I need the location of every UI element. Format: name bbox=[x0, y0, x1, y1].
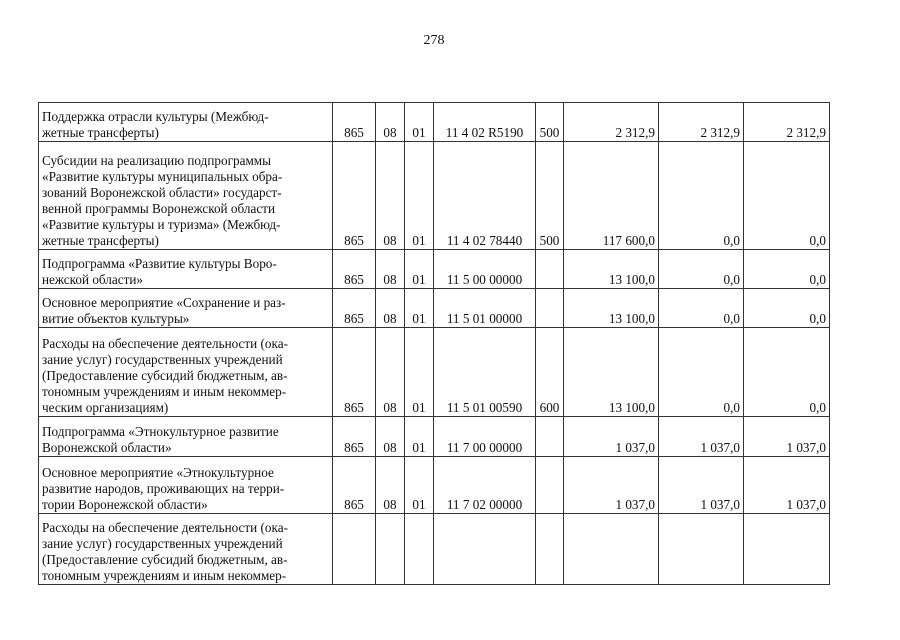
budget-target-article-cell: 11 5 01 00590 bbox=[434, 328, 536, 417]
budget-item-name-line: нежской области» bbox=[42, 272, 143, 287]
budget-section-cell: 08 bbox=[376, 250, 405, 289]
budget-sum-year3-cell bbox=[744, 514, 830, 585]
budget-item-name-line: развитие народов, проживающих на терри- bbox=[42, 481, 285, 496]
budget-expense-type-cell bbox=[536, 289, 564, 328]
budget-sum-year2-cell: 0,0 bbox=[659, 328, 744, 417]
budget-grbs-cell bbox=[333, 514, 376, 585]
budget-item-name-line: жетные трансферты) bbox=[42, 125, 159, 140]
budget-grbs-cell: 865 bbox=[333, 289, 376, 328]
budget-item-name-line: Расходы на обеспечение деятельности (ока- bbox=[42, 336, 288, 351]
budget-expense-type-cell bbox=[536, 457, 564, 514]
budget-grbs-cell: 865 bbox=[333, 103, 376, 142]
budget-item-name-line: Основное мероприятие «Этнокультурное bbox=[42, 465, 274, 480]
table-row bbox=[39, 250, 830, 289]
budget-sum-year3-cell: 0,0 bbox=[744, 250, 830, 289]
budget-section-cell: 08 bbox=[376, 417, 405, 457]
budget-sum-year1-cell: 13 100,0 bbox=[564, 289, 659, 328]
budget-section-cell: 08 bbox=[376, 328, 405, 417]
budget-sum-year2-cell: 0,0 bbox=[659, 289, 744, 328]
budget-table bbox=[38, 102, 830, 585]
budget-subsection-cell: 01 bbox=[405, 142, 434, 250]
table-row bbox=[39, 328, 830, 417]
budget-item-name-line: тономным учреждениям и иным некоммер- bbox=[42, 568, 287, 583]
budget-grbs-cell: 865 bbox=[333, 250, 376, 289]
budget-sum-year3-cell: 0,0 bbox=[744, 289, 830, 328]
budget-subsection-cell: 01 bbox=[405, 103, 434, 142]
budget-subsection-cell bbox=[405, 514, 434, 585]
budget-item-name-line: Основное мероприятие «Сохранение и раз- bbox=[42, 295, 286, 310]
budget-item-name-cell bbox=[39, 457, 333, 514]
budget-sum-year1-cell: 117 600,0 bbox=[564, 142, 659, 250]
budget-sum-year1-cell: 2 312,9 bbox=[564, 103, 659, 142]
budget-expense-type-cell: 500 bbox=[536, 103, 564, 142]
budget-sum-year3-cell: 2 312,9 bbox=[744, 103, 830, 142]
budget-target-article-cell: 11 4 02 R5190 bbox=[434, 103, 536, 142]
budget-item-name-cell bbox=[39, 289, 333, 328]
table-row bbox=[39, 514, 830, 585]
budget-sum-year3-cell: 0,0 bbox=[744, 142, 830, 250]
budget-item-name-line: зований Воронежской области» государст- bbox=[42, 185, 282, 200]
budget-sum-year1-cell: 1 037,0 bbox=[564, 417, 659, 457]
budget-item-name-line: Расходы на обеспечение деятельности (ока- bbox=[42, 520, 288, 535]
budget-item-name-cell bbox=[39, 328, 333, 417]
budget-item-name-line: зание услуг) государственных учреждений bbox=[42, 536, 283, 551]
budget-target-article-cell: 11 7 00 00000 bbox=[434, 417, 536, 457]
table-row bbox=[39, 103, 830, 142]
budget-sum-year2-cell bbox=[659, 514, 744, 585]
budget-sum-year2-cell: 1 037,0 bbox=[659, 457, 744, 514]
budget-item-name-line: витие объектов культуры» bbox=[42, 311, 190, 326]
budget-item-name-line: (Предоставление субсидий бюджетным, ав- bbox=[42, 368, 288, 383]
budget-item-name-cell bbox=[39, 103, 333, 142]
budget-grbs-cell: 865 bbox=[333, 142, 376, 250]
budget-sum-year1-cell bbox=[564, 514, 659, 585]
budget-expense-type-cell bbox=[536, 514, 564, 585]
budget-item-name-line: «Развитие культуры и туризма» (Межбюд- bbox=[42, 217, 281, 232]
budget-target-article-cell: 11 5 01 00000 bbox=[434, 289, 536, 328]
budget-target-article-cell: 11 5 00 00000 bbox=[434, 250, 536, 289]
table-row bbox=[39, 142, 830, 250]
budget-item-name-line: тории Воронежской области» bbox=[42, 497, 208, 512]
budget-grbs-cell: 865 bbox=[333, 457, 376, 514]
budget-grbs-cell: 865 bbox=[333, 328, 376, 417]
budget-section-cell: 08 bbox=[376, 142, 405, 250]
page-number: 278 bbox=[423, 33, 445, 48]
budget-section-cell: 08 bbox=[376, 457, 405, 514]
budget-grbs-cell: 865 bbox=[333, 417, 376, 457]
budget-target-article-cell bbox=[434, 514, 536, 585]
budget-section-cell: 08 bbox=[376, 103, 405, 142]
budget-sum-year2-cell: 2 312,9 bbox=[659, 103, 744, 142]
budget-subsection-cell: 01 bbox=[405, 417, 434, 457]
budget-item-name-line: (Предоставление субсидий бюджетным, ав- bbox=[42, 552, 288, 567]
budget-sum-year1-cell: 13 100,0 bbox=[564, 328, 659, 417]
budget-expense-type-cell bbox=[536, 417, 564, 457]
budget-item-name-line: Подпрограмма «Развитие культуры Воро- bbox=[42, 256, 277, 271]
budget-item-name-line: Воронежской области» bbox=[42, 440, 172, 455]
budget-item-name-line: «Развитие культуры муниципальных обра- bbox=[42, 169, 283, 184]
budget-expense-type-cell bbox=[536, 250, 564, 289]
budget-expense-type-cell: 500 bbox=[536, 142, 564, 250]
budget-target-article-cell: 11 7 02 00000 bbox=[434, 457, 536, 514]
budget-item-name-cell bbox=[39, 142, 333, 250]
budget-item-name-line: ческим организациям) bbox=[42, 400, 169, 415]
table-row bbox=[39, 417, 830, 457]
budget-item-name-line: Поддержка отрасли культуры (Межбюд- bbox=[42, 109, 269, 124]
budget-section-cell bbox=[376, 514, 405, 585]
budget-sum-year3-cell: 0,0 bbox=[744, 328, 830, 417]
table-row bbox=[39, 457, 830, 514]
budget-sum-year1-cell: 1 037,0 bbox=[564, 457, 659, 514]
budget-item-name-cell bbox=[39, 514, 333, 585]
budget-item-name-line: зание услуг) государственных учреждений bbox=[42, 352, 283, 367]
budget-subsection-cell: 01 bbox=[405, 289, 434, 328]
budget-item-name-line: Субсидии на реализацию подпрограммы bbox=[42, 153, 272, 168]
table-row bbox=[39, 289, 830, 328]
budget-subsection-cell: 01 bbox=[405, 250, 434, 289]
budget-item-name-line: Подпрограмма «Этнокультурное развитие bbox=[42, 424, 279, 439]
budget-subsection-cell: 01 bbox=[405, 457, 434, 514]
budget-target-article-cell: 11 4 02 78440 bbox=[434, 142, 536, 250]
budget-section-cell: 08 bbox=[376, 289, 405, 328]
budget-item-name-line: тономным учреждениям и иным некоммер- bbox=[42, 384, 287, 399]
budget-sum-year2-cell: 0,0 bbox=[659, 250, 744, 289]
budget-subsection-cell: 01 bbox=[405, 328, 434, 417]
budget-item-name-line: жетные трансферты) bbox=[42, 233, 159, 248]
budget-item-name-cell bbox=[39, 250, 333, 289]
budget-expense-type-cell: 600 bbox=[536, 328, 564, 417]
budget-sum-year2-cell: 0,0 bbox=[659, 142, 744, 250]
budget-sum-year2-cell: 1 037,0 bbox=[659, 417, 744, 457]
budget-sum-year3-cell: 1 037,0 bbox=[744, 417, 830, 457]
budget-item-name-cell bbox=[39, 417, 333, 457]
budget-item-name-line: венной программы Воронежской области bbox=[42, 201, 275, 216]
budget-sum-year1-cell: 13 100,0 bbox=[564, 250, 659, 289]
budget-sum-year3-cell: 1 037,0 bbox=[744, 457, 830, 514]
